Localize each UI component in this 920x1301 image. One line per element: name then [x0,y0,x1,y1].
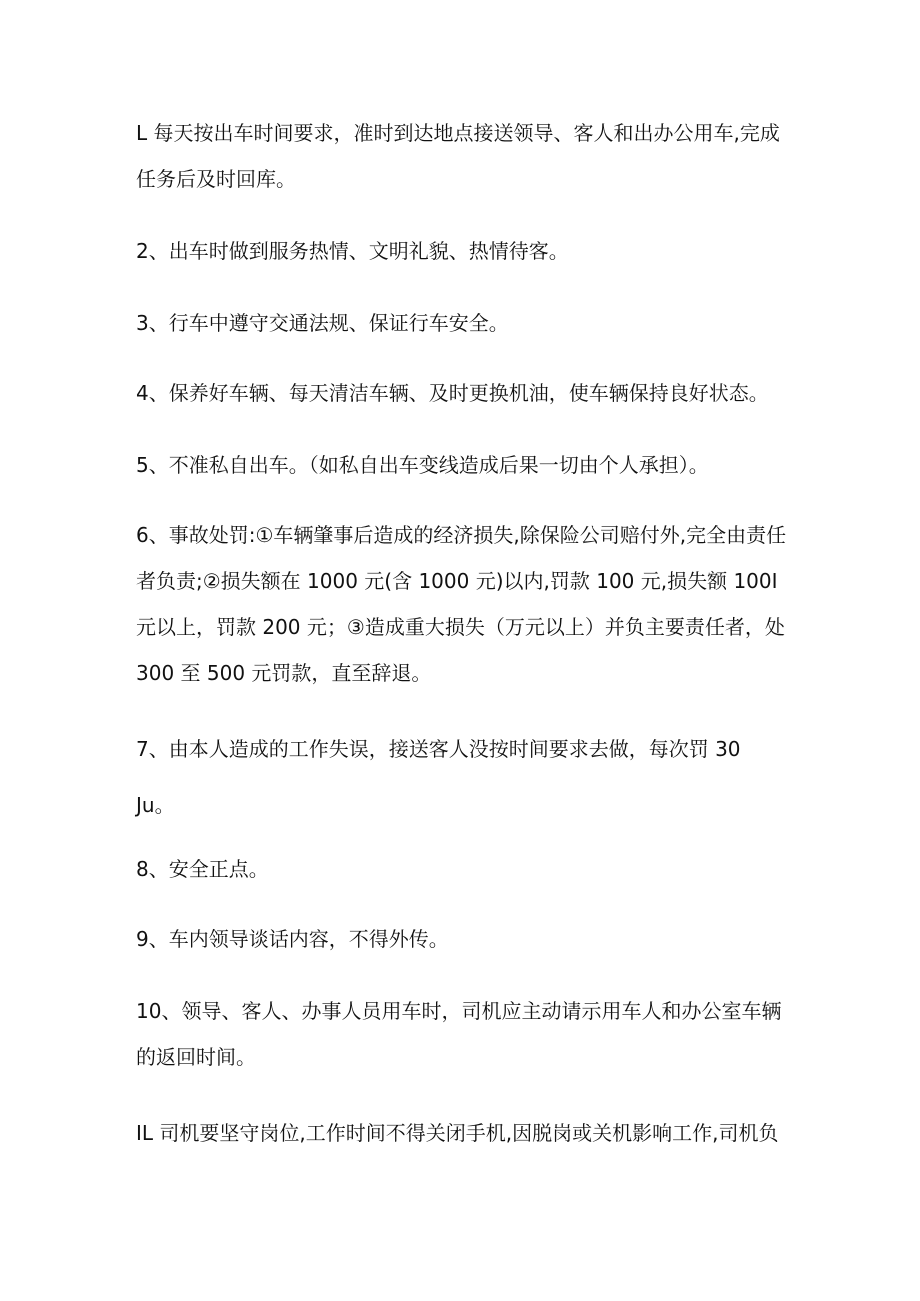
paragraph-8 [136,846,796,892]
paragraph-line: Ju。 [136,793,175,817]
paragraph-2 [136,228,796,274]
paragraph-line: 4、保养好车辆、每天清洁车辆、及时更换机油，使车辆保持良好状态。 [136,381,769,405]
paragraph-7-continuation [136,782,796,828]
paragraph-line: 7、由本人造成的工作失误，接送客人没按时间要求去做，每次罚 30 [136,737,741,761]
paragraph-7 [136,726,796,772]
paragraph-line: 元以上，罚款 200 元；③造成重大损失（万元以上）并负主要责任者，处 [136,615,785,639]
paragraph-line: L 每天按出车时间要求，准时到达地点接送领导、客人和出办公用车,完成 [136,121,780,145]
paragraph-line: 任务后及时回库。 [136,167,296,191]
paragraph-line: 10、领导、客人、办事人员用车时，司机应主动请示用车人和办公室车辆 [136,999,782,1023]
paragraph-1 [136,110,796,202]
paragraph-line: 2、出车时做到服务热情、文明礼貌、热情待客。 [136,239,569,263]
paragraph-line: IL 司机要坚守岗位,工作时间不得关闭手机,因脱岗或关机影响工作,司机负 [136,1121,779,1145]
paragraph-line: 6、事故处罚:①车辆肇事后造成的经济损失,除保险公司赔付外,完全由责任 [136,523,787,547]
paragraph-line: 者负责;②损失额在 1000 元(含 1000 元)以内,罚款 100 元,损失额 100I [136,569,778,593]
paragraph-line: 5、不准私自出车。（如私自出车变线造成后果一切由个人承担）。 [136,453,709,477]
paragraph-4 [136,370,796,416]
paragraph-11 [136,1110,796,1156]
paragraph-10 [136,988,796,1080]
paragraph-line: 300 至 500 元罚款，直至辞退。 [136,661,432,685]
paragraph-line: 8、安全正点。 [136,857,269,881]
paragraph-6 [136,512,796,696]
paragraph-9 [136,916,796,962]
paragraph-5 [136,442,796,488]
paragraph-3 [136,300,796,346]
paragraph-line: 3、行车中遵守交通法规、保证行车安全。 [136,311,509,335]
paragraph-line: 的返回时间。 [136,1045,256,1069]
paragraph-line: 9、车内领导谈话内容，不得外传。 [136,927,449,951]
